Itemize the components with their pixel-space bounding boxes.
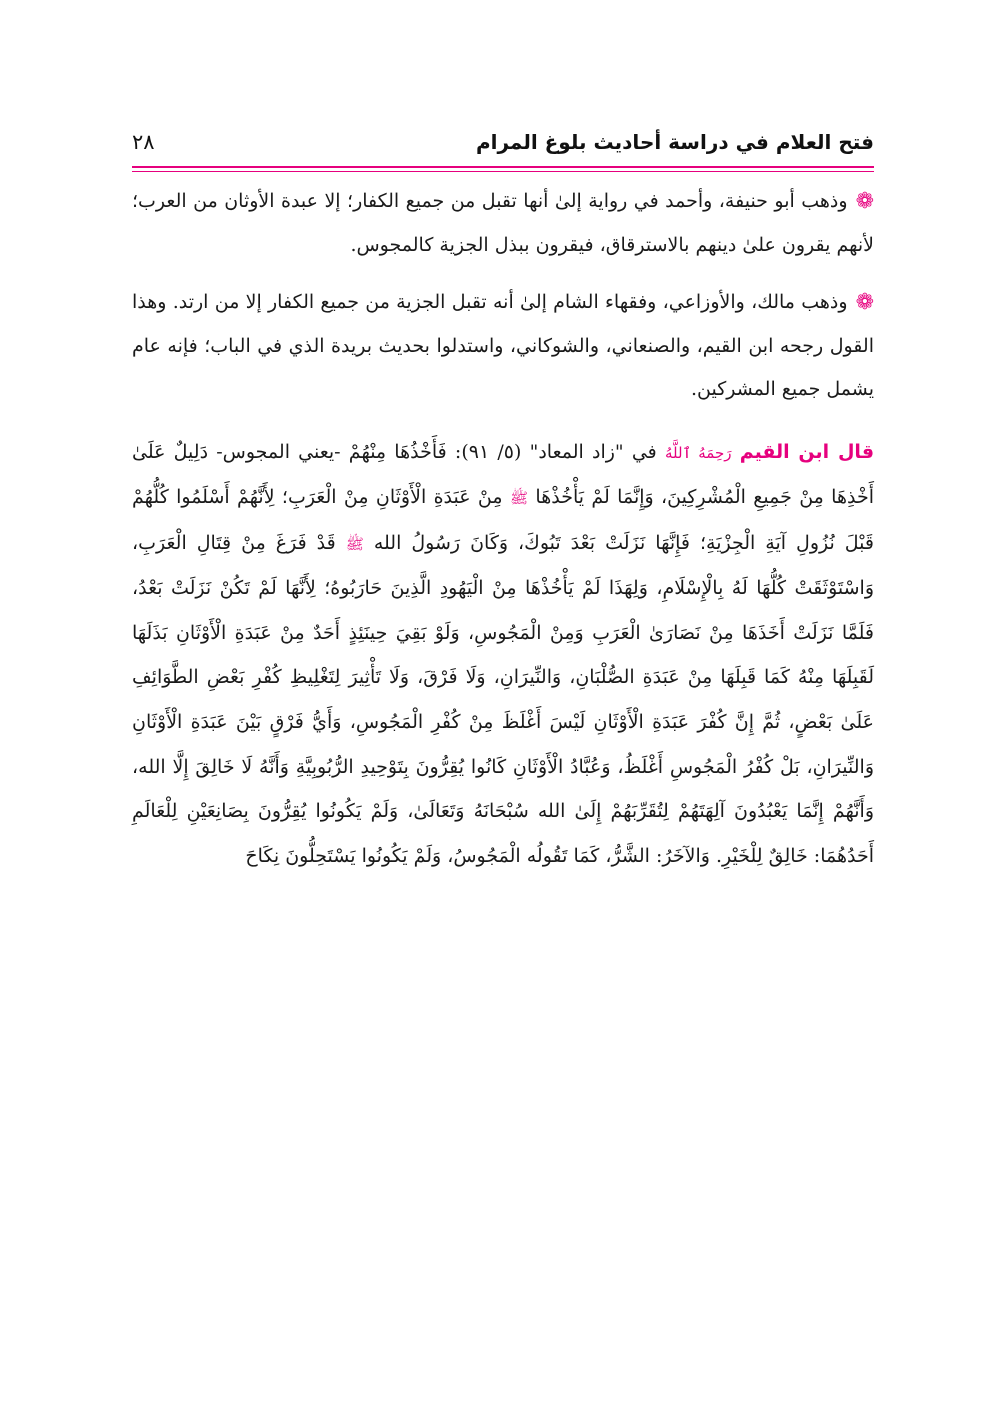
quote-ibn-alqayyim <box>132 430 874 879</box>
quote-source: في "زاد المعاد" (٥/ ٩١): <box>446 440 665 463</box>
salawat-mark: ﷺ <box>345 534 364 553</box>
paragraph-text: وذهب مالك، والأوزاعي، وفقهاء الشام إلىٰ أنه تقبل الجزية من جميع الكفار إلا من ارتد. وهذا القول رجحه ابن القيم، والصنعاني، والشوكاني، واستدلوا بحديث بريدة الذي في الباب؛ فإنه عام يشمل جميع المشركين. <box>132 291 874 400</box>
quote-text-3: قَدْ فَرَغَ مِنْ قِتَالِ الْعَرَبِ، وَاسْتَوْثَقَتْ كُلُّهَا لَهُ بِالْإِسْلَامِ، وَلِهَذَا لَمْ يَأْخُذْهَا مِنْ الْيَهُودِ الَّذِينَ حَارَبُوهُ؛ لِأَنَّهَا لَمْ تَكُنْ نَزَلَتْ بَعْدُ، فَلَمَّا نَزَلَتْ أَخَذَهَا مِنْ نَصَارَىٰ الْعَرَبِ وَمِنْ الْمَجُوسِ، وَلَوْ بَقِيَ حِينَئِذٍ أَحَدٌ مِنْ عَبَدَةِ الْأَوْثَانِ بَذَلَهَا لَقَبِلَهَا مِنْهُ كَمَا قَبِلَهَا مِنْ عَبَدَةِ الصُّلْبَانِ، وَالنِّيرَانِ، وَلَا فَرْقَ، وَلَا تَأْثِيرَ لِتَغْلِيظِ كُفْرِ بَعْضِ الطَّوَائِفِ عَلَىٰ بَعْضٍ، ثُمَّ إِنَّ كُفْرَ عَبَدَةِ الْأَوْثَانِ لَيْسَ أَغْلَظَ مِنْ كُفْرِ الْمَجُوسِ، وَأَيُّ فَرْقٍ بَيْنَ عَبَدَةِ الْأَوْثَانِ وَالنِّيرَانِ، بَلْ كُفْرُ الْمَجُوسِ أَغْلَظُ، وَعُبَّادُ الْأَوْثَانِ كَانُوا يُقِرُّونَ بِتَوْحِيدِ الرُّبُوبِيَّةِ وَأَنَّهُ لَا خَالِقَ إِلَّا الله، وَأَنَّهُمْ إِنَّمَا يَعْبُدُونَ آلِهَتَهُمْ لِتُقَرِّبَهُمْ إِلَىٰ الله سُبْحَانَهُ وَتَعَالَىٰ، وَلَمْ يَكُونُوا يُقِرُّونَ بِصَانِعَيْنِ لِلْعَالَمِ أَحَدُهُمَا: خَالِقٌ لِلْخَيْرِ. وَالآخَرُ: الشَّرُّ، كَمَا تَقُولُه الْمَجُوسُ، وَلَمْ يَكُونُوا يَسْتَحِلُّونَ نِكَاحَ <box>132 531 874 867</box>
quote-author: قال ابن القيم <box>739 440 875 463</box>
flower-bullet-icon: ❁ <box>855 189 874 214</box>
page-header <box>132 126 874 166</box>
paragraph-abu-hanifa <box>132 180 874 267</box>
header-rule-thin <box>132 171 874 172</box>
page-body <box>132 180 874 892</box>
flower-bullet-icon: ❁ <box>855 290 874 315</box>
paragraph-text: وذهب أبو حنيفة، وأحمد في رواية إلىٰ أنها تقبل من جميع الكفار؛ إلا عبدة الأوثان من العرب؛ لأنهم يقرون علىٰ دينهم بالاسترقاق، فيقرون ببذل الجزية كالمجوس. <box>132 190 874 256</box>
salawat-mark: ﷺ <box>509 489 529 508</box>
quote-text-2: مِنْ عَبَدَةِ الْأَوْثَانِ مِنْ الْعَرَبِ؛ لِأَنَّهُمْ أَسْلَمُوا كُلُّهُمْ قَبْلَ نُزُولِ آيَةِ الْجِزْيَةِ؛ فَإِنَّهَا نَزَلَتْ بَعْدَ تَبُوكَ، وَكَانَ رَسُولُ الله <box>132 486 874 554</box>
page-number: ٢٨ <box>132 130 155 154</box>
quote-text-1: فَأَخْذُهَا مِنْهُمْ -يعني المجوس- دَلِيلٌ عَلَىٰ أَخْذِهَا مِنْ جَمِيعِ الْمُشْرِكِينَ، وَإِنَّمَا لَمْ يَأْخُذْهَا <box>132 440 874 509</box>
paragraph-malik <box>132 281 874 412</box>
honorific-mark: رَحِمَهُ ٱللَّهُ <box>664 443 732 462</box>
header-rule-thick <box>132 166 874 168</box>
book-title: فتح العلام في دراسة أحاديث بلوغ المرام <box>475 130 874 154</box>
